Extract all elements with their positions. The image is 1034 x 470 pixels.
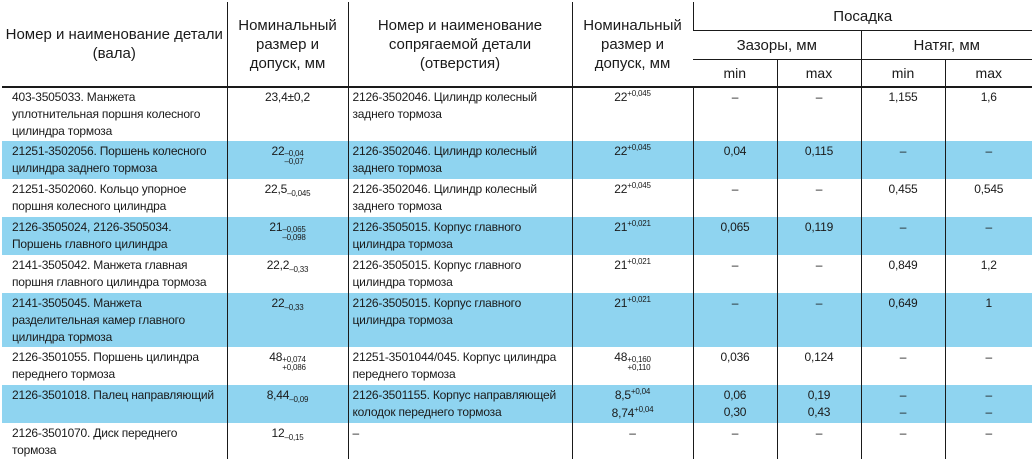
hole-name-cell: 2126-3502046. Цилиндр колесный заднего тормоза xyxy=(348,141,572,179)
clearance-min-cell xyxy=(693,141,777,179)
shaft-tol-lower: –0,15 xyxy=(284,432,304,442)
shaft-size-cell xyxy=(227,423,348,459)
hole-size-base: 21 xyxy=(614,219,628,234)
shaft-tolerance xyxy=(282,356,306,372)
interference-min: 1,155 xyxy=(888,90,918,104)
shaft-tolerance xyxy=(284,150,303,166)
clearance-min: 0,036 xyxy=(720,349,750,364)
clearance-min: – xyxy=(731,257,739,272)
clearance-max: 0,19 xyxy=(807,387,831,402)
clearance-max-cell xyxy=(777,347,861,385)
hole-name-cell: 2126-3505015. Корпус главного цилиндра тормоза xyxy=(348,293,572,347)
hole-size-base: 21 xyxy=(614,295,628,310)
interference-min-cell xyxy=(861,217,945,255)
interference-min-cell xyxy=(861,141,945,179)
interference-max: – xyxy=(985,349,992,364)
table-row xyxy=(2,385,1032,423)
interference-max: 0,545 xyxy=(974,181,1004,196)
clearance-min: 0,04 xyxy=(723,143,747,158)
clearance-max: 0,115 xyxy=(804,143,834,158)
interference-min: 0,849 xyxy=(888,257,918,272)
clearance-max: – xyxy=(815,181,823,196)
hole-size-base: – xyxy=(629,425,636,440)
interference-max: – xyxy=(985,387,992,402)
interference-min: – xyxy=(899,387,907,402)
hole-size-cell xyxy=(572,179,693,217)
table-row xyxy=(2,255,1032,293)
shaft-size-cell xyxy=(227,347,348,385)
interference-max-cell xyxy=(945,347,1032,385)
clearance-min: – xyxy=(731,295,739,310)
clearance-min-cell xyxy=(693,293,777,347)
shaft-name-cell: 21251-3502060. Кольцо упорное поршня колесного цилиндра xyxy=(12,181,187,213)
clearance-max: – xyxy=(815,425,823,440)
shaft-size-cell xyxy=(227,385,348,423)
shaft-tol-lower: –0,33 xyxy=(284,302,304,312)
shaft-size-cell xyxy=(227,141,348,179)
interference-max-cell xyxy=(945,255,1032,293)
shaft-tol-lower: –0,09 xyxy=(289,394,309,404)
shaft-tol-upper: –0,065 xyxy=(282,224,306,234)
shaft-name-cell: 2126-3505024, 2126-3505034. Поршень главного цилиндра xyxy=(2,217,227,255)
interference-min-cell xyxy=(861,385,945,423)
header-clearance-max: max xyxy=(777,60,861,88)
clearance-max-cell xyxy=(777,87,861,141)
hole-size-cell xyxy=(572,255,693,293)
clearance-min: – xyxy=(731,90,739,104)
hole-name-cell: 2126-3505015. Корпус главного цилиндра тормоза xyxy=(348,255,572,293)
clearance-max: – xyxy=(815,295,823,310)
shaft-tol-lower: –0,098 xyxy=(282,232,306,242)
header-interference: Натяг, мм xyxy=(861,31,1032,60)
interference-min-cell xyxy=(861,255,945,293)
hole-size-base: 22 xyxy=(614,143,628,158)
table-row xyxy=(2,179,1032,217)
shaft-name-cell: 2126-3501055. Поршень цилиндра переднего тормоза xyxy=(12,349,199,381)
interference-max-cell xyxy=(945,217,1032,255)
shaft-tol-lower: –0,045 xyxy=(287,188,311,198)
shaft-size-cell xyxy=(227,179,348,217)
header-fit: Посадка xyxy=(693,2,1032,31)
shaft-tol-lower: –0,33 xyxy=(289,264,309,274)
hole-name-cell: 2126-3501155. Корпус направляющей колодок переднего тормоза xyxy=(348,385,572,423)
interference-min: 0,455 xyxy=(888,181,918,196)
hole-size-cell xyxy=(572,87,693,141)
hole-size-base: 48 xyxy=(614,349,628,364)
interference-max: – xyxy=(985,143,992,158)
table-row xyxy=(2,423,1032,459)
shaft-size-base: 22 xyxy=(271,295,285,310)
interference-min-cell xyxy=(861,179,945,217)
shaft-size-base: 8,44 xyxy=(266,387,290,402)
table-row xyxy=(2,87,1032,141)
interference-max: – xyxy=(985,219,992,234)
clearance-min-cell xyxy=(693,385,777,423)
shaft-name-cell: 2141-3505042. Манжета главная поршня главного цилиндра тормоза xyxy=(12,257,207,289)
clearance-min: 0,065 xyxy=(720,219,750,234)
shaft-size-cell xyxy=(227,255,348,293)
hole-tol-upper-2: +0,04 xyxy=(634,404,654,414)
hole-size-cell xyxy=(572,141,693,179)
interference-max: 1,6 xyxy=(980,90,997,104)
header-clearance-min: min xyxy=(693,60,777,88)
hole-name-cell: 2126-3502046. Цилиндр колесный заднего тормоза xyxy=(348,179,572,217)
shaft-tol-upper: +0,074 xyxy=(282,354,306,364)
hole-name-cell: 21251-3501044/045. Корпус цилиндра переднего тормоза xyxy=(348,347,572,385)
interference-max: – xyxy=(985,425,992,440)
header-interference-max: max xyxy=(945,60,1032,88)
hole-size-cell xyxy=(572,423,693,459)
clearance-min-cell xyxy=(693,87,777,141)
interference-max-cell xyxy=(945,141,1032,179)
interference-max-cell xyxy=(945,293,1032,347)
interference-max-cell xyxy=(945,423,1032,459)
header-shaft-name: Номер и наименование детали (вала) xyxy=(2,2,227,87)
hole-size-cell xyxy=(572,347,693,385)
hole-name-cell: – xyxy=(348,423,572,459)
clearance-max-cell xyxy=(777,179,861,217)
hole-tol-upper: +0,021 xyxy=(627,256,651,266)
hole-tol-upper: +0,021 xyxy=(627,294,651,304)
hole-tolerance xyxy=(627,356,651,372)
shaft-name-cell: 2126-3501018. Палец направляющий xyxy=(2,385,227,423)
interference-max: 1,2 xyxy=(980,257,997,272)
interference-min: – xyxy=(899,219,907,234)
hole-tol-upper: +0,045 xyxy=(627,180,651,190)
hole-tol-upper: +0,045 xyxy=(627,89,651,98)
clearance-max-cell xyxy=(777,423,861,459)
clearance-max-cell xyxy=(777,217,861,255)
hole-size-cell xyxy=(572,217,693,255)
interference-min-cell xyxy=(861,347,945,385)
clearance-max: – xyxy=(815,90,823,104)
clearance-min: 0,06 xyxy=(723,387,747,402)
shaft-name-cell: 21251-3502056. Поршень колесного цилиндра заднего тормоза xyxy=(2,141,227,179)
header-hole-name: Номер и наименование сопрягаемой детали (отверстия) xyxy=(348,2,572,87)
interference-min: – xyxy=(899,349,907,364)
hole-size-cell xyxy=(572,293,693,347)
header-clearance: Зазоры, мм xyxy=(693,31,861,60)
hole-size-cell xyxy=(572,385,693,423)
clearance-min: – xyxy=(731,181,739,196)
parts-fit-table xyxy=(2,2,1032,459)
shaft-size-base: 22,5 xyxy=(264,181,288,196)
clearance-max-cell xyxy=(777,385,861,423)
hole-tol-upper: +0,160 xyxy=(627,354,651,364)
interference-min: – xyxy=(899,143,907,158)
hole-size-base: 22 xyxy=(614,90,628,104)
clearance-min-cell xyxy=(693,217,777,255)
shaft-size-base: 21 xyxy=(269,219,283,234)
shaft-size-cell xyxy=(227,87,348,141)
shaft-name-cell: 403-3505033. Манжета уплотнительная поршня колесного цилиндра тормоза xyxy=(12,90,201,138)
hole-name-cell: 2126-3505015. Корпус главного цилиндра тормоза xyxy=(348,217,572,255)
header-hole-size: Номинальный размер и допуск, мм xyxy=(572,2,693,87)
interference-min-2: – xyxy=(899,404,907,419)
shaft-name-cell: 2126-3501070. Диск переднего тормоза xyxy=(12,425,178,457)
clearance-max: 0,119 xyxy=(804,219,834,234)
clearance-max-cell xyxy=(777,141,861,179)
hole-size-base: 22 xyxy=(614,181,628,196)
hole-size-base: 8,5 xyxy=(614,387,631,402)
clearance-min-2: 0,30 xyxy=(723,404,747,419)
clearance-max-cell xyxy=(777,255,861,293)
hole-name-cell: 2126-3502046. Цилиндр колесный заднего тормоза xyxy=(348,87,572,141)
clearance-min-cell xyxy=(693,347,777,385)
interference-max: 1 xyxy=(985,295,992,310)
interference-min: 0,649 xyxy=(888,295,918,310)
clearance-max: 0,124 xyxy=(804,349,834,364)
table-row xyxy=(2,293,1032,347)
clearance-max: – xyxy=(815,257,823,272)
shaft-size-base: 22,2 xyxy=(266,257,290,272)
clearance-max-cell xyxy=(777,293,861,347)
shaft-size-cell xyxy=(227,217,348,255)
interference-min-cell xyxy=(861,87,945,141)
interference-min-cell xyxy=(861,423,945,459)
interference-max-cell xyxy=(945,385,1032,423)
table-row xyxy=(2,217,1032,255)
hole-tol-lower: +0,110 xyxy=(627,362,651,372)
hole-tol-upper: +0,021 xyxy=(627,218,651,228)
shaft-tol-lower: +0,086 xyxy=(282,362,306,372)
table-row xyxy=(2,141,1032,179)
shaft-size-base: 12 xyxy=(271,425,285,440)
interference-max-2: – xyxy=(985,404,992,419)
header-shaft-size: Номинальный размер и допуск, мм xyxy=(227,2,348,87)
shaft-tol-upper: –0,04 xyxy=(284,148,304,158)
shaft-size-base: 23,4±0,2 xyxy=(264,90,311,104)
shaft-size-base: 48 xyxy=(269,349,283,364)
hole-size-base: 21 xyxy=(614,257,628,272)
table-row xyxy=(2,347,1032,385)
shaft-tolerance xyxy=(282,226,305,242)
header-interference-min: min xyxy=(861,60,945,88)
clearance-min-cell xyxy=(693,179,777,217)
interference-max-cell xyxy=(945,179,1032,217)
interference-min-cell xyxy=(861,293,945,347)
shaft-name-cell: 2141-3505045. Манжета разделительная камер главного цилиндра тормоза xyxy=(2,293,227,347)
clearance-min: – xyxy=(731,425,739,440)
hole-tol-upper: +0,045 xyxy=(627,142,651,152)
shaft-size-cell xyxy=(227,293,348,347)
interference-max-cell xyxy=(945,87,1032,141)
hole-size-base-2: 8,74 xyxy=(611,405,635,420)
interference-min: – xyxy=(899,425,907,440)
hole-tol-upper: +0,04 xyxy=(630,386,651,396)
clearance-min-cell xyxy=(693,255,777,293)
clearance-max-2: 0,43 xyxy=(807,404,831,419)
table-body xyxy=(2,87,1032,459)
shaft-size-base: 22 xyxy=(271,143,285,158)
shaft-tol-lower: –0,07 xyxy=(284,156,304,166)
clearance-min-cell xyxy=(693,423,777,459)
